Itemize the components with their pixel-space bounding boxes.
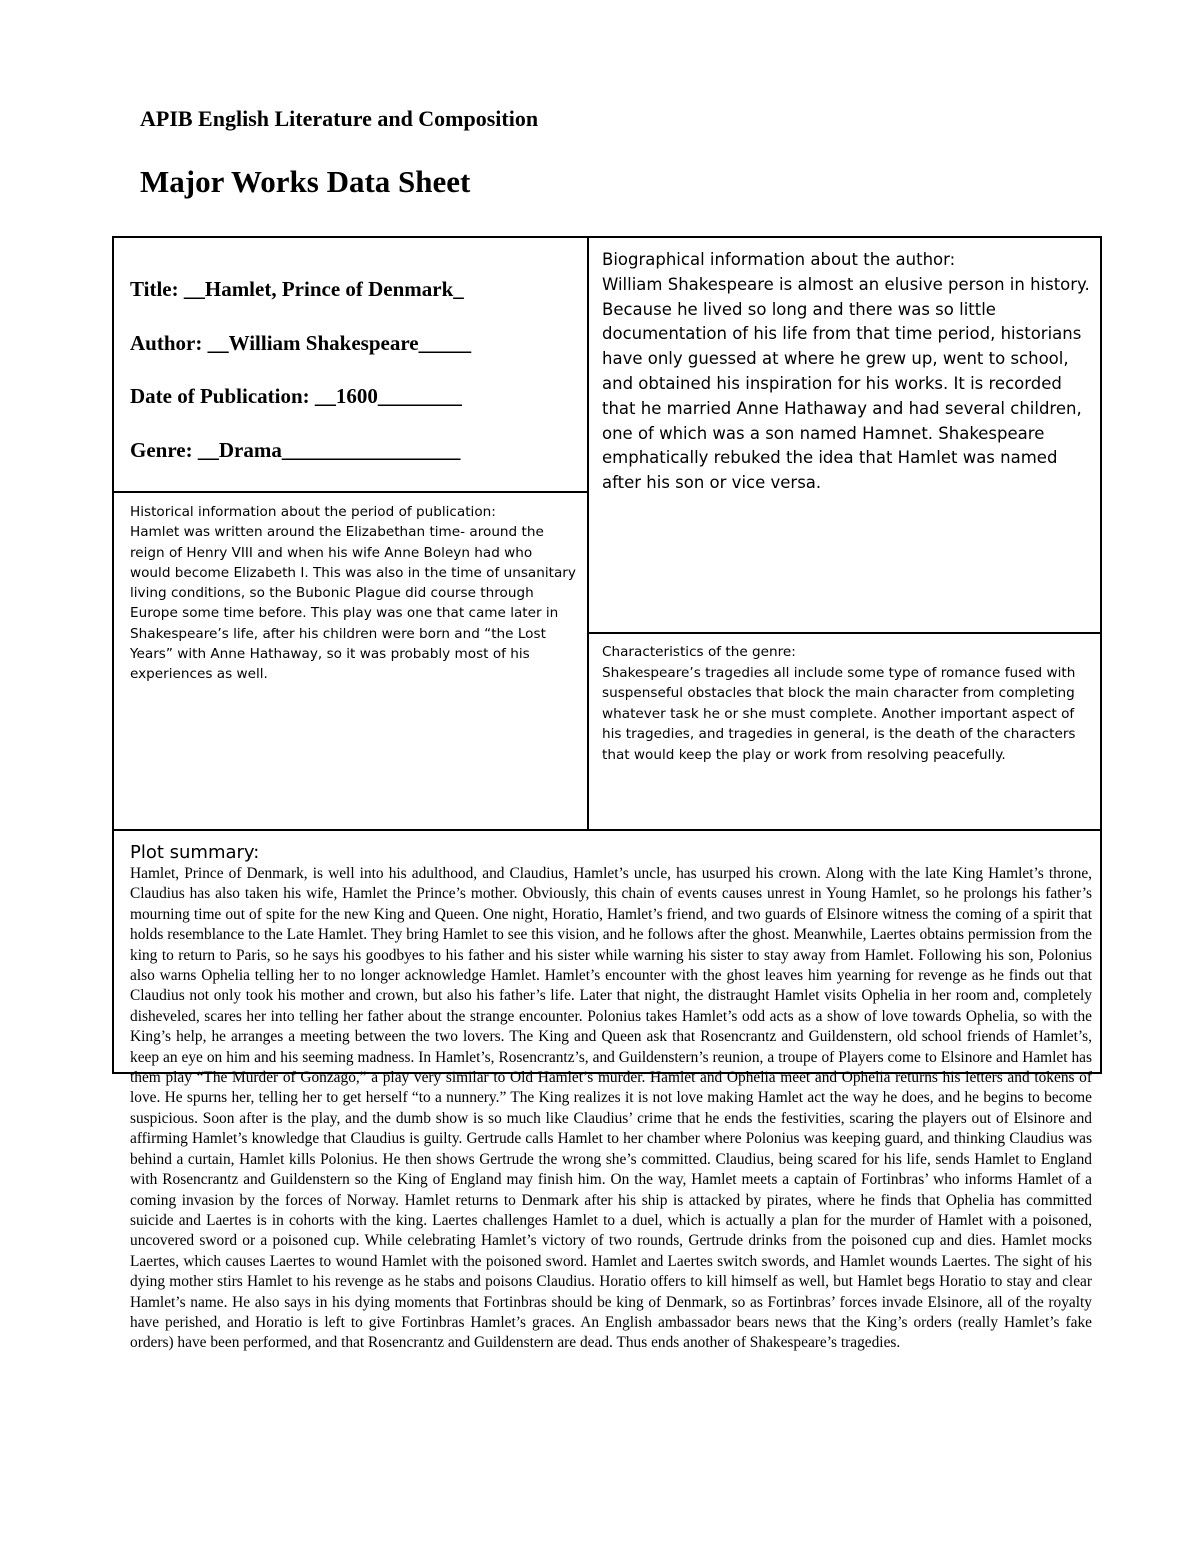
work-author: Author: __William Shakespeare_____ xyxy=(130,330,472,355)
row-divider-left xyxy=(114,491,588,493)
work-genre: Genre: __Drama_________________ xyxy=(130,437,461,462)
publication-date: Date of Publication: __1600________ xyxy=(130,384,462,408)
row-divider-right xyxy=(588,632,1102,634)
genre-characteristics-heading: Characteristics of the genre: xyxy=(602,644,796,660)
page-title: Major Works Data Sheet xyxy=(140,164,471,199)
historical-heading: Historical information about the period of publication: xyxy=(130,504,496,520)
genre-characteristics-text: Shakespeare’s tragedies all include some type of romance fused with suspenseful obstacles that block the main character from completing whatever task he or she must complete. Another important aspect of his tragedies, and tragedies in general, is the death of the characters that would keep the play or work from resolving peacefully. xyxy=(602,664,1076,763)
work-title: Title: __Hamlet, Prince of Denmark_ xyxy=(130,277,464,301)
plot-summary-cell xyxy=(130,842,1092,1354)
row-divider-plot xyxy=(114,829,1102,831)
biography-heading: Biographical information about the author: xyxy=(602,250,956,269)
genre-characteristics-cell xyxy=(602,642,1092,765)
biography-text: William Shakespeare is almost an elusive person in history. Because he lived so long and there was so little documentation of his life from that time period, historians have only guessed at where he grew up, went to school, and obtained his inspiration for his works. It is recorded that he married Anne Hathaway and had several children, one of which was a son named Hamnet. Shakespeare emphatically rebuked the idea that Hamlet was named after his son or vice versa. xyxy=(602,274,1090,493)
biography-cell xyxy=(602,248,1094,496)
historical-text: Hamlet was written around the Elizabethan time- around the reign of Henry VIII and when his wife Anne Boleyn had who would become Elizabeth I. This was also in the time of unsanitary living conditions, so the Bubonic Plague did course through Europe some time before. This play was one that came later in Shakespeare’s life, after his children were born and “the Lost Years” with Anne Hathaway, so it was probably most of his experiences as well. xyxy=(130,524,576,683)
plot-summary-heading: Plot summary: xyxy=(130,842,260,863)
work-info-cell xyxy=(130,276,570,490)
course-title: APIB English Literature and Composition xyxy=(140,106,539,131)
data-sheet-table xyxy=(112,236,1102,1352)
plot-summary-text: Hamlet, Prince of Denmark, is well into his adulthood, and Claudius, Hamlet’s uncle, has usurped his crown. Along with the late King Hamlet’s throne, Claudius has also taken his wife, Hamlet the Prince’s mother. Obviously, this chain of events causes unrest in Young Hamlet, so he prolongs his father’s mourning time out of spite for the new King and Queen. One night, Horatio, Hamlet’s friend, and two guards of Elsinore witness the coming of a spirit that holds resemblance to the Late Hamlet. They bring Hamlet to see this vision, and he follows after the ghost. Meanwhile, Laertes obtains permission from the king to return to Paris, so he says his goodbyes to his father and his sister while warning his sister to stay away from Hamlet. Following his son, Polonius also warns Ophelia telling her to no longer acknowledge Hamlet. Hamlet’s encounter with the ghost leaves him yearning for revenge as he finds out that Claudius not only took his mother and crown, but also his father’s life. Later that night, the distraught Hamlet visits Ophelia in her room and, completely disheveled, scares her into telling her father about the strange encounter. Polonius takes Hamlet’s odd acts as a show of love towards Ophelia, so with the King’s help, he arranges a meeting between the two lovers. The King and Queen ask that Rosencrantz and Guildenstern, old school friends of Hamlet’s, keep an eye on him and his seeming madness. In Hamlet’s, Rosencrantz’s, and Guildenstern’s reunion, a troupe of Players come to Elsinore and Hamlet has them play “The Murder of Gonzago,” a play very similar to Old Hamlet’s murder. Hamlet and Ophelia meet and Ophelia returns his letters and tokens of love. He spurns her, telling her to get herself “to a nunnery.” The King realizes it is not love making Hamlet act the way he does, and he begins to become suspicious. Soon after is the play, and the dumb show is so much like Claudius’ crime that he ends the festivities, scaring the players out of Elsinore and affirming Hamlet’s knowledge that Claudius is guilty. Gertrude calls Hamlet to her chamber where Polonius was keeping guard, and thinking Claudius was behind a curtain, Hamlet kills Polonius. He then shows Gertrude the wrong she’s committed. Claudius, being scared for his life, sends Hamlet to England with Rosencrantz and Guildenstern so the King of England may finish him. On the way, Hamlet meets a captain of Fortinbras’ who informs Hamlet of a coming invasion by the forces of Norway. Hamlet returns to Denmark after his ship is attacked by pirates, where he finds that Ophelia has committed suicide and Laertes is in cohorts with the king. Laertes challenges Hamlet to a duel, which is actually a plan for the murder of Hamlet with a poisoned, uncovered sword or a poisoned cup. While celebrating Hamlet’s victory of two rounds, Gertrude drinks from the poisoned cup and dies. Hamlet mocks Laertes, which causes Laertes to wound Hamlet with the poisoned sword. Hamlet and Laertes switch swords, and Hamlet wounds Laertes. The sight of his dying mother stirs Hamlet to his revenge as he stabs and poisons Claudius. Horatio offers to kill himself as well, but Hamlet begs Horatio to stay and clear Hamlet’s name. He also says in his dying moments that Fortinbras should be king of Denmark, so as Fortinbras’ forces invade Elsinore, all of the royalty have perished, and Horatio is left to give Fortinbras Hamlet’s graces. An English ambassador bears news that the King’s orders (really Hamlet’s fake orders) have been performed, and that Rosencrantz and Guildenstern are dead. Thus ends another of Shakespeare’s tragedies. xyxy=(130,865,1092,1352)
historical-cell xyxy=(130,502,576,685)
column-divider xyxy=(587,238,589,830)
